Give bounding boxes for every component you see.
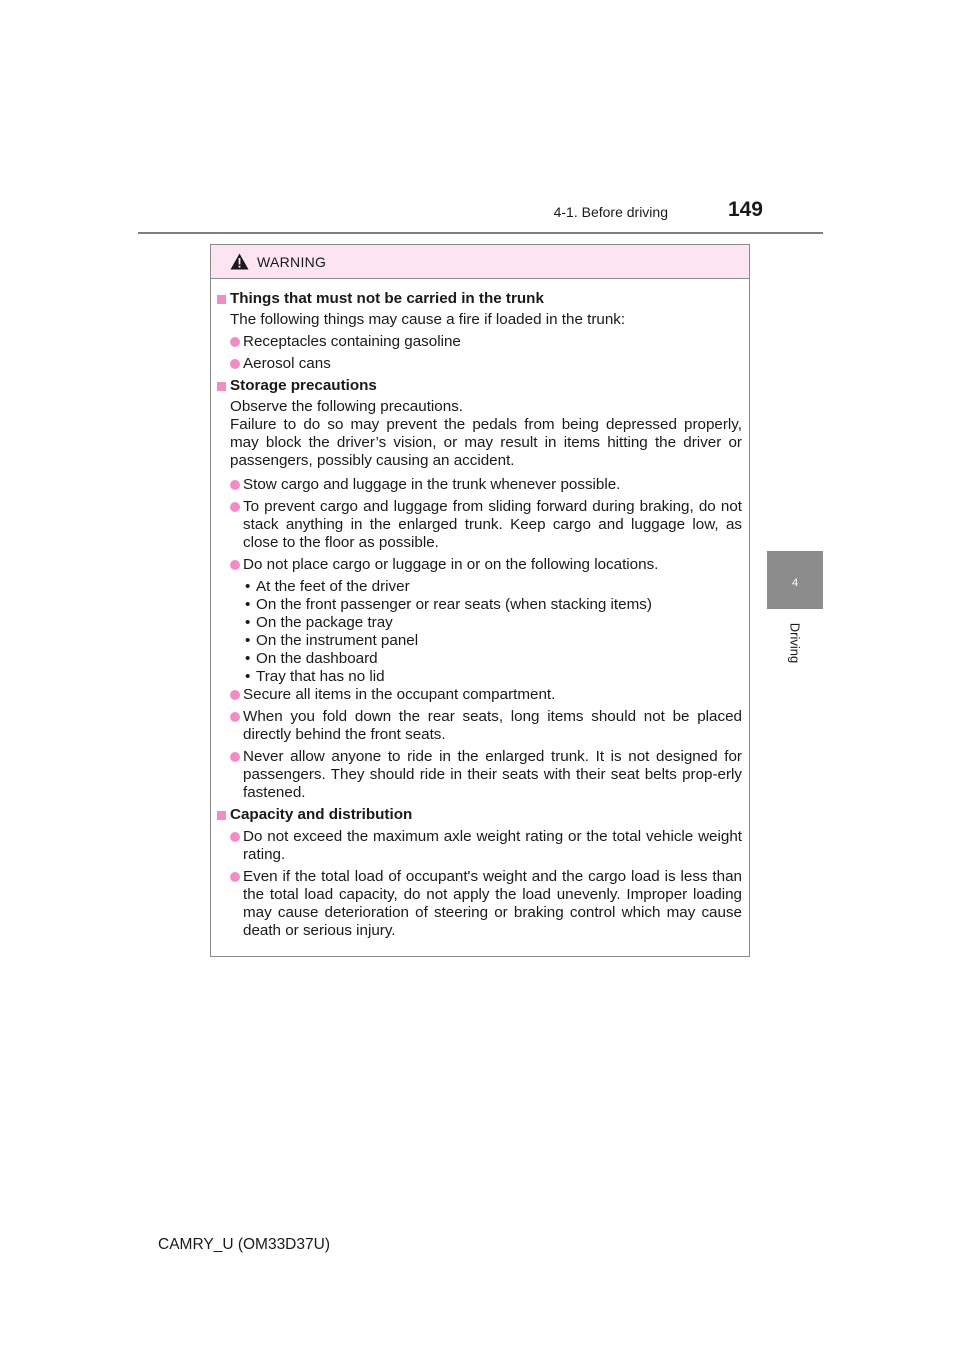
list-item — [217, 556, 742, 574]
sub-list-item — [217, 578, 742, 596]
bullet-text: When you fold down the rear seats, long items should not be placed directly behind the front seats. — [243, 708, 742, 743]
bullet-dot — [230, 872, 240, 882]
sub-bullet: • — [245, 668, 251, 685]
section-title: Things that must not be carried in the trunk — [230, 290, 544, 307]
sub-list-item — [217, 632, 742, 650]
bullet-dot — [230, 690, 240, 700]
section-intro: The following things may cause a fire if loaded in the trunk: — [230, 311, 626, 328]
warning-triangle-icon — [230, 253, 249, 270]
section-storage-precautions — [217, 377, 742, 395]
section-intro: Observe the following precautions. — [230, 398, 464, 415]
bullet-text: Even if the total load of occupant's weight and the cargo load is less than the total load capacity, do not apply the load unevenly. Improper loading may cause deterioration of steering or braking control which may cause death or serious injury. — [243, 868, 742, 939]
list-item — [217, 868, 742, 940]
sub-item-text: On the front passenger or rear seats (when stacking items) — [256, 596, 652, 613]
bullet-dot — [230, 359, 240, 369]
chapter-label: Driving — [787, 622, 803, 664]
bullet-dot — [230, 712, 240, 722]
list-item — [217, 476, 742, 494]
list-item — [217, 355, 742, 373]
bullet-text: Stow cargo and luggage in the trunk whenever possible. — [243, 476, 621, 493]
sub-list-item — [217, 614, 742, 632]
bullet-dot — [230, 337, 240, 347]
sub-bullet: • — [245, 632, 251, 649]
location-list — [217, 578, 742, 686]
sub-list-item — [217, 650, 742, 668]
sub-item-text: At the feet of the driver — [256, 578, 410, 595]
section-title: Capacity and distribution — [230, 806, 413, 823]
warning-title: WARNING — [257, 254, 327, 270]
list-item — [217, 686, 742, 704]
bullet-dot — [230, 832, 240, 842]
chapter-tab: 4 — [767, 551, 823, 609]
running-header-section: 4-1. Before driving — [553, 204, 668, 220]
bullet-dot — [230, 502, 240, 512]
bullet-text: Secure all items in the occupant compartment. — [243, 686, 556, 703]
model-code-footer: CAMRY_U (OM33D37U) — [158, 1236, 330, 1253]
list-item — [217, 708, 742, 744]
section-marker — [217, 811, 226, 820]
bullet-dot — [230, 480, 240, 490]
bullet-text: Aerosol cans — [243, 355, 331, 372]
warning-header — [211, 245, 749, 279]
bullet-text: To prevent cargo and luggage from sliding forward during braking, do not stack anything in the enlarged trunk. Keep cargo and luggage low, as close to the floor as possible. — [243, 498, 742, 551]
list-item — [217, 333, 742, 351]
sub-bullet: • — [245, 650, 251, 667]
sub-item-text: Tray that has no lid — [256, 668, 385, 685]
bullet-text: Never allow anyone to ride in the enlarged trunk. It is not designed for passengers. They should ride in their seats with their seat belts prop-erly fastened. — [243, 748, 742, 801]
sub-item-text: On the instrument panel — [256, 632, 419, 649]
sub-bullet: • — [245, 578, 251, 595]
list-item — [217, 828, 742, 864]
bullet-text: Receptacles containing gasoline — [243, 333, 461, 350]
section-marker — [217, 382, 226, 391]
sub-bullet: • — [245, 596, 251, 613]
header-divider — [138, 232, 823, 234]
section-trunk-items — [217, 290, 742, 308]
bullet-dot — [230, 752, 240, 762]
sub-item-text: On the dashboard — [256, 650, 378, 667]
sub-bullet: • — [245, 614, 251, 631]
bullet-text: Do not place cargo or luggage in or on the following locations. — [243, 556, 659, 573]
sub-list-item — [217, 596, 742, 614]
warning-body — [211, 279, 749, 940]
list-item — [217, 498, 742, 552]
page-number: 149 — [727, 198, 763, 221]
section-marker — [217, 295, 226, 304]
sub-list-item — [217, 668, 742, 686]
section-title: Storage precautions — [230, 377, 377, 394]
sub-item-text: On the package tray — [256, 614, 393, 631]
section-capacity-distribution — [217, 806, 742, 824]
section-intro: Failure to do so may prevent the pedals from being depressed properly, may block the driver’s vision, or may result in items hitting the driver or passengers, possibly causing an accident. — [230, 416, 742, 469]
bullet-text: Do not exceed the maximum axle weight rating or the total vehicle weight rating. — [243, 828, 742, 863]
bullet-dot — [230, 560, 240, 570]
warning-box — [210, 244, 750, 957]
list-item — [217, 748, 742, 802]
